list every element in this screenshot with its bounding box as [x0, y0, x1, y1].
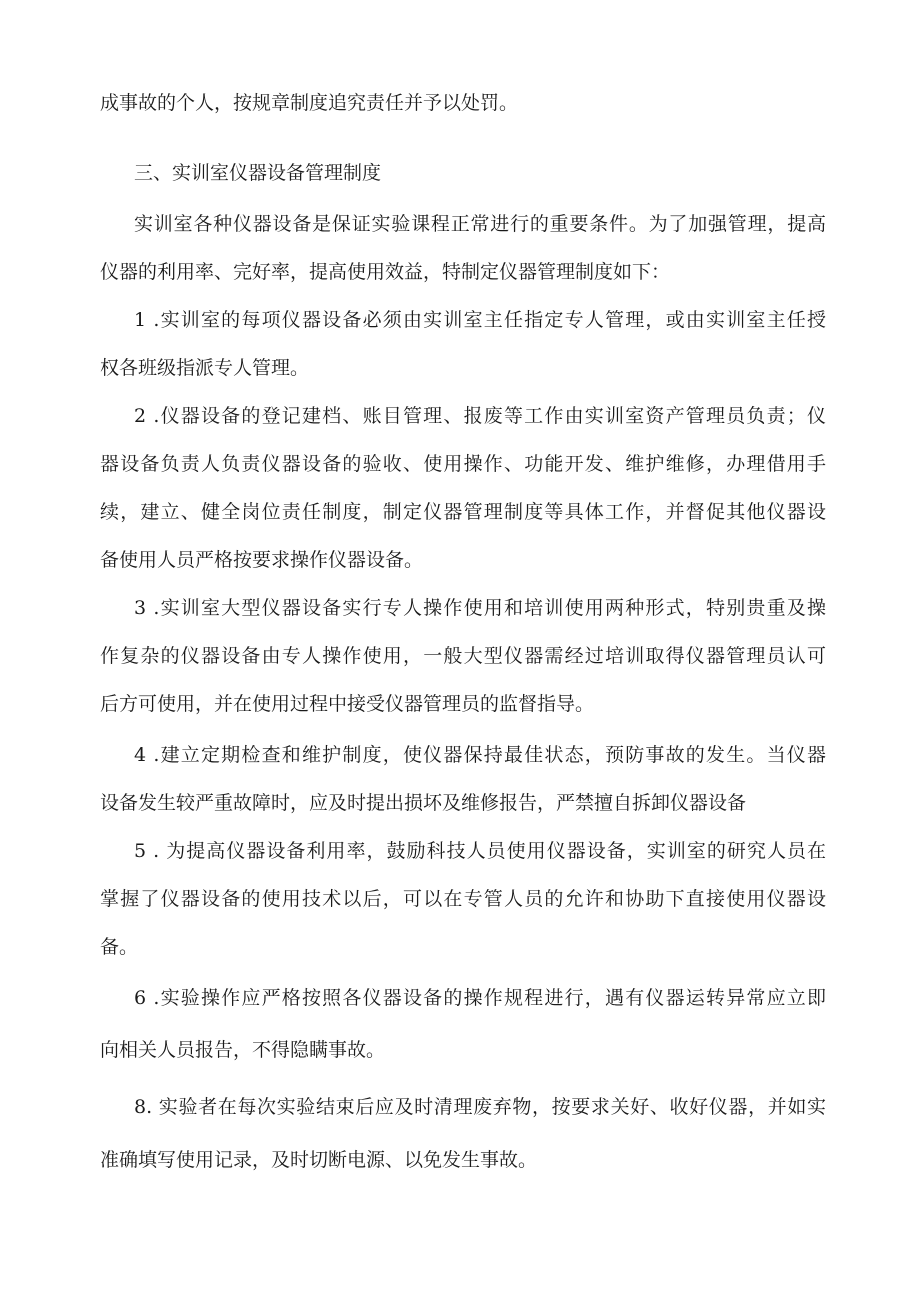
list-item-8-line: 准确填写使用记录，及时切断电源、以免发生事故。	[100, 1149, 538, 1171]
list-item-5-line: 掌握了仪器设备的使用技术以后，可以在专管人员的允许和协助下直接使用仪器设	[100, 888, 826, 910]
paragraph-line: 实训室各种仪器设备是保证实验课程正常进行的重要条件。为了加强管理，提高	[134, 213, 826, 235]
paragraph-line: 仪器的利用率、完好率，提高使用效益，特制定仪器管理制度如下：	[100, 261, 671, 283]
list-item-2-line: 续，建立、健全岗位责任制度，制定仪器管理制度等具体工作，并督促其他仪器设	[100, 501, 826, 523]
list-item-3-line: 3 .实训室大型仪器设备实行专人操作使用和培训使用两种形式，特别贵重及操	[134, 597, 826, 619]
list-item-4-line: 4 .建立定期检查和维护制度，使仪器保持最佳状态，预防事故的发生。当仪器	[134, 744, 826, 766]
list-item-3-line: 作复杂的仪器设备由专人操作使用，一般大型仪器需经过培训取得仪器管理员认可	[100, 645, 826, 667]
list-item-2-line: 器设备负责人负责仪器设备的验收、使用操作、功能开发、维护维修，办理借用手	[100, 453, 826, 475]
list-item-2-line: 2 .仪器设备的登记建档、账目管理、报废等工作由实训室资产管理员负责；仪	[134, 405, 826, 427]
section-heading: 三、实训室仪器设备管理制度	[134, 162, 382, 184]
list-item-1-line: 1 .实训室的每项仪器设备必须由实训室主任指定专人管理，或由实训室主任授	[134, 309, 826, 331]
list-item-5-line: 5 . 为提高仪器设备利用率，鼓励科技人员使用仪器设备，实训室的研究人员在	[134, 840, 826, 862]
paragraph-line: 成事故的个人，按规章制度追究责任并予以处罚。	[100, 92, 519, 114]
list-item-5-line: 备。	[100, 936, 139, 958]
list-item-1-line: 权各班级指派专人管理。	[100, 357, 310, 379]
list-item-8-line: 8. 实验者在每次实验结束后应及时清理废弃物，按要求关好、收好仪器，并如实	[134, 1096, 826, 1118]
list-item-4-line: 设备发生较严重故障时，应及时提出损坏及维修报告，严禁擅自拆卸仪器设备	[100, 792, 747, 814]
list-item-2-line: 备使用人员严格按要求操作仪器设备。	[100, 549, 424, 571]
list-item-6-line: 6 .实验操作应严格按照各仪器设备的操作规程进行，遇有仪器运转异常应立即	[134, 987, 826, 1009]
list-item-3-line: 后方可使用，并在使用过程中接受仪器管理员的监督指导。	[100, 693, 595, 715]
list-item-6-line: 向相关人员报告，不得隐瞒事故。	[100, 1039, 386, 1061]
